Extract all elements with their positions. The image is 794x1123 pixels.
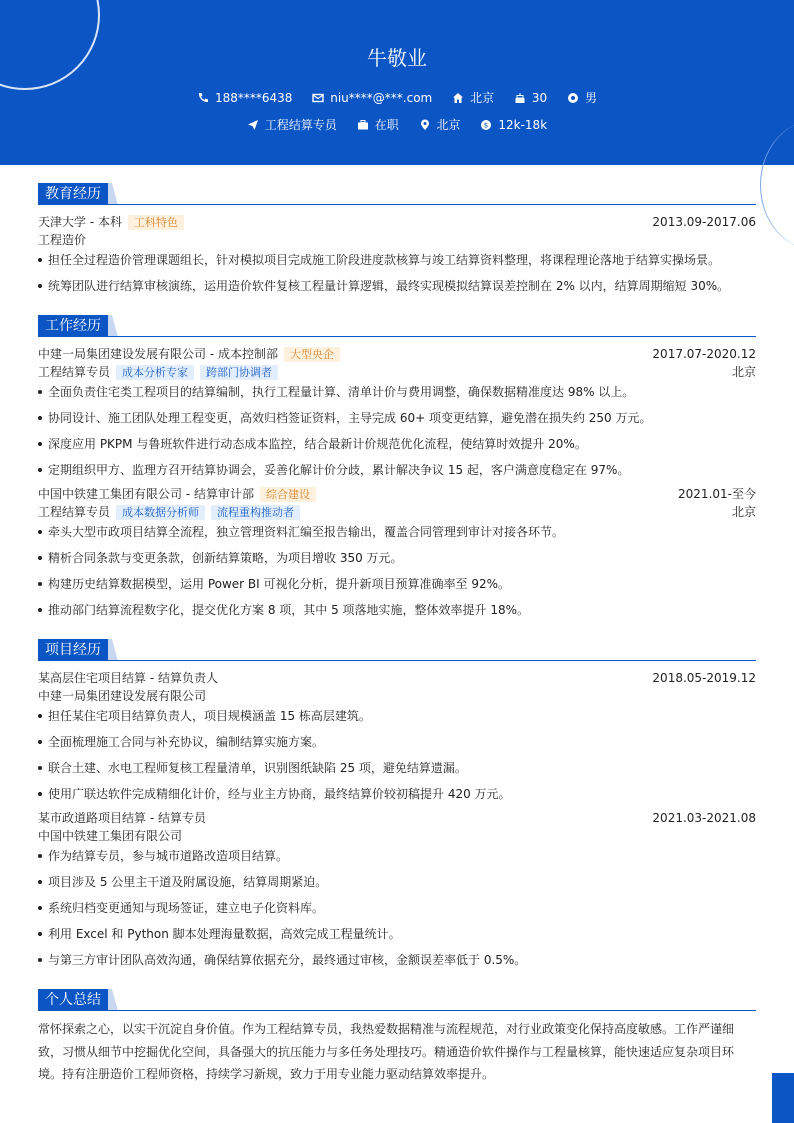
project-title: 某市政道路项目结算 - 结算专员 [38, 811, 206, 825]
project-date: 2018.05-2019.12 [652, 671, 756, 685]
list-item: 与第三方审计团队高效沟通，确保结算依据充分，最终通过审核，金额误差率低于 0.5%。 [38, 952, 756, 968]
work-city: 北京 [731, 505, 756, 519]
briefcase-icon [357, 119, 369, 131]
list-item: 担任某住宅项目结算负责人，项目规模涵盖 15 栋高层建筑。 [38, 708, 756, 724]
section-work-title [38, 315, 118, 337]
job-location-text: 北京 [436, 118, 461, 132]
company-name: 中国中铁建工集团有限公司 - 结算审计部 [38, 487, 254, 501]
contact-home [452, 89, 494, 106]
education-date: 2013.09-2017.06 [652, 215, 756, 229]
job-row [0, 116, 794, 134]
school-tag: 工科特色 [128, 215, 184, 230]
section-divider [38, 204, 756, 205]
work-header [38, 346, 756, 362]
contact-age [514, 91, 547, 105]
work-header [38, 486, 756, 502]
list-item: 作为结算专员，参与城市道路改造项目结算。 [38, 848, 756, 864]
role-tag: 流程重构推动者 [211, 505, 300, 520]
section-tail [108, 639, 118, 661]
section-divider [38, 336, 756, 337]
list-item: 系统归档变更通知与现场签证，建立电子化资料库。 [38, 900, 756, 916]
project-org: 中国中铁建工集团有限公司 [38, 829, 183, 843]
project-title: 某高层住宅项目结算 - 结算负责人 [38, 671, 218, 685]
gender-icon [567, 92, 579, 104]
list-item: 全面梳理施工合同与补充协议，编制结算实施方案。 [38, 734, 756, 750]
section-label: 个人总结 [38, 989, 108, 1011]
job-status-text: 在职 [374, 118, 399, 132]
section-tail [108, 183, 118, 205]
work-city: 北京 [731, 365, 756, 379]
contact-phone [197, 91, 292, 105]
role-tag: 成本分析专家 [116, 365, 194, 380]
school-name: 天津大学 - 本科 [38, 215, 122, 229]
location-icon [419, 119, 431, 131]
work-role-row [38, 364, 756, 380]
section-projects-title [38, 639, 118, 661]
work-date: 2017.07-2020.12 [652, 347, 756, 361]
contact-gender [567, 89, 597, 106]
section-label: 教育经历 [38, 183, 108, 205]
email-text: niu****@***.com [330, 90, 433, 105]
home-text: 北京 [470, 91, 495, 105]
cake-icon [514, 92, 526, 104]
education-major: 工程造价 [38, 233, 87, 247]
list-item: 使用广联达软件完成精细化计价，经与业主方协商，最终结算价较初稿提升 420 万元。 [38, 786, 756, 802]
project-header [38, 670, 756, 686]
list-item: 深度应用 PKPM 与鲁班软件进行动态成本监控，结合最新计价规范优化流程，使结算时效提升 20%。 [38, 436, 756, 452]
section-tail [108, 315, 118, 337]
money-icon [480, 119, 492, 131]
company-tag: 大型央企 [284, 347, 340, 362]
section-label: 项目经历 [38, 639, 108, 661]
section-education-title [38, 183, 118, 205]
decorative-corner-block [772, 1073, 794, 1123]
list-item: 联合土建、水电工程师复核工程量清单，识别图纸缺陷 25 项，避免结算遗漏。 [38, 760, 756, 776]
work-role-row [38, 504, 756, 520]
age-text: 30 [531, 90, 548, 105]
list-item: 定期组织甲方、监理方召开结算协调会，妥善化解计价分歧，累计解决争议 15 起，客户满意度稳定在 97%。 [38, 462, 756, 478]
job-status [357, 116, 399, 133]
education-header [38, 214, 756, 230]
job-title-text: 工程结算专员 [264, 118, 337, 132]
send-icon [247, 119, 259, 131]
job-salary-text: 12k-18k [498, 117, 548, 132]
list-item: 推动部门结算流程数字化，提交优化方案 8 项，其中 5 项落地实施，整体效率提升 18%。 [38, 602, 756, 618]
job-salary [480, 118, 547, 132]
role-name: 工程结算专员 [38, 365, 111, 379]
company-name: 中建一局集团建设发展有限公司 - 成本控制部 [38, 347, 278, 361]
list-item: 统筹团队进行结算审核演练，运用造价软件复核工程量计算逻辑，最终实现模拟结算误差控制在 2% 以内，结算周期缩短 30%。 [38, 278, 756, 294]
section-label: 工作经历 [38, 315, 108, 337]
gender-text: 男 [585, 91, 598, 105]
project-date: 2021.03-2021.08 [652, 811, 756, 825]
list-item: 项目涉及 5 公里主干道及附属设施，结算周期紧迫。 [38, 874, 756, 890]
section-summary-title [38, 989, 118, 1011]
contact-row [0, 89, 794, 107]
list-item: 利用 Excel 和 Python 脚本处理海量数据，高效完成工程量统计。 [38, 926, 756, 942]
mail-icon [312, 92, 324, 104]
section-divider [38, 660, 756, 661]
project-org: 中建一局集团建设发展有限公司 [38, 689, 207, 703]
list-item: 牵头大型市政项目结算全流程，独立管理资料汇编至报告输出，覆盖合同管理到审计对接各环节。 [38, 524, 756, 540]
section-divider [38, 1010, 756, 1011]
contact-email [312, 91, 432, 105]
list-item: 协同设计、施工团队处理工程变更，高效归档签证资料，主导完成 60+ 项变更结算，避免潜在损失约 250 万元。 [38, 410, 756, 426]
list-item: 全面负责住宅类工程项目的结算编制，执行工程量计算、清单计价与费用调整，确保数据精准度达 98% 以上。 [38, 384, 756, 400]
phone-text: 188****6438 [214, 90, 293, 105]
resume-header [0, 0, 794, 165]
project-header [38, 810, 756, 826]
company-tag: 综合建设 [260, 487, 316, 502]
phone-icon [197, 92, 209, 104]
role-tag: 跨部门协调者 [200, 365, 278, 380]
job-title [247, 116, 337, 133]
list-item: 精析合同条款与变更条款，创新结算策略，为项目增收 350 万元。 [38, 550, 756, 566]
list-item: 构建历史结算数据模型，运用 Power BI 可视化分析，提升新项目预算准确率至 92%。 [38, 576, 756, 592]
role-name: 工程结算专员 [38, 505, 111, 519]
role-tag: 成本数据分析师 [116, 505, 205, 520]
summary-text: 常怀探索之心，以实干沉淀自身价值。作为工程结算专员，我热爱数据精准与流程规范，对行业政策变化保持高度敏感。工作严谨细致，习惯从细节中挖掘优化空间，具备强大的抗压能力与多任务处理技巧。精通造价软件操作与工程量核算，能快速适应复杂项目环境。持有注册造价工程师资格，持续学习新规，致力于用专业能力驱动结算效率提升。 [38, 1022, 735, 1081]
candidate-name: 牛敬业 [367, 46, 427, 70]
job-location [419, 116, 461, 133]
list-item: 担任全过程造价管理课题组长，针对模拟项目完成施工阶段进度款核算与竣工结算资料整理，将课程理论落地于结算实操场景。 [38, 252, 756, 268]
home-icon [452, 92, 464, 104]
work-date: 2021.01-至今 [678, 487, 756, 501]
section-tail [108, 989, 118, 1011]
svg-text:$: $ [484, 121, 489, 130]
